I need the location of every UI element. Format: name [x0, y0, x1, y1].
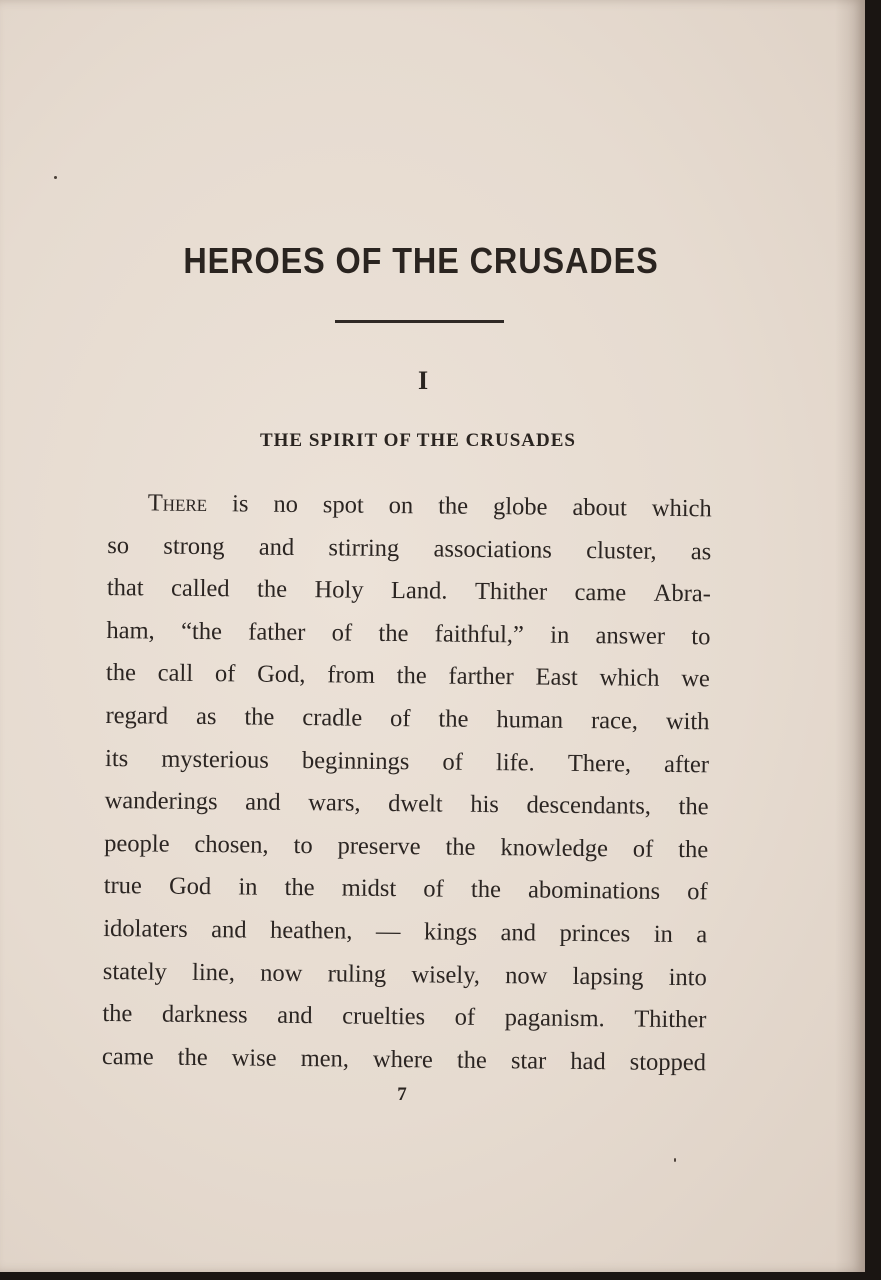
word: as [690, 537, 712, 565]
word: and [277, 1001, 313, 1030]
word: of [214, 660, 236, 688]
word: people [104, 829, 170, 858]
word: had [570, 1047, 606, 1075]
word: the [105, 659, 137, 687]
chapter-number: I [417, 366, 429, 395]
word: about [572, 493, 628, 522]
paper-speck [54, 176, 57, 179]
word: human [496, 706, 564, 734]
word: heathen, [269, 916, 353, 945]
word: wars, [308, 789, 361, 817]
word: associations [433, 535, 553, 564]
text-line [106, 652, 710, 701]
word: stirring [328, 533, 400, 562]
word: is [231, 490, 249, 518]
word: globe [492, 493, 548, 521]
word: wanderings [104, 787, 218, 816]
word: on [388, 491, 414, 520]
word: of [632, 835, 654, 863]
word: beginnings [301, 746, 410, 775]
word: dwelt [388, 790, 443, 818]
word: came [574, 579, 627, 607]
word: God [168, 873, 212, 901]
word: the [244, 703, 275, 731]
word: Thither [634, 1005, 707, 1034]
book-title: HEROES OF THE CRUSADES [183, 240, 659, 281]
word: the [177, 1043, 208, 1071]
word: where [372, 1045, 434, 1074]
text-line [104, 865, 708, 914]
word: line, [191, 958, 236, 986]
text-line [105, 695, 709, 744]
word: the [284, 874, 315, 902]
word: farther [448, 662, 514, 691]
word: now [505, 961, 548, 990]
word: ham, [106, 616, 155, 645]
word: cradle [302, 704, 363, 732]
word: faithful,” [434, 620, 525, 649]
word: life. [495, 748, 535, 777]
word: of [442, 748, 464, 776]
word: There, [567, 749, 632, 778]
word: which [651, 494, 712, 523]
word: the [470, 876, 502, 904]
word: “the [180, 617, 223, 645]
word: mysterious [161, 745, 269, 774]
word: princes [559, 919, 631, 948]
text-line [102, 1036, 706, 1085]
word: a [696, 921, 708, 949]
word: race, [590, 707, 639, 735]
word: Abra- [653, 579, 712, 608]
text-line [107, 525, 711, 574]
word: the [438, 492, 469, 520]
word: called [170, 574, 230, 603]
word: and [245, 788, 281, 816]
word: cruelties [342, 1002, 426, 1031]
chapter-title: THE SPIRIT OF THE CRUSADES [259, 430, 576, 451]
text-line [106, 610, 710, 659]
word: stopped [629, 1048, 707, 1077]
word: descendants, [526, 791, 652, 820]
word: the [438, 705, 469, 733]
word: preserve [337, 832, 421, 861]
text-line [104, 823, 708, 872]
word: we [681, 665, 710, 693]
word: into [668, 963, 707, 991]
word: the [678, 835, 709, 864]
first-word: There [147, 489, 208, 518]
page-edge-shadow [835, 0, 865, 1272]
text-line [104, 780, 708, 829]
paper-speck [674, 1158, 676, 1162]
word: and [500, 919, 537, 947]
text-line [108, 482, 712, 531]
word: in [238, 873, 258, 901]
text-line [105, 738, 709, 787]
text-line [103, 908, 707, 957]
word: which [599, 664, 660, 693]
word: paganism. [504, 1004, 605, 1033]
word: the [396, 662, 427, 690]
word: wisely, [411, 960, 481, 989]
word: in [550, 621, 570, 649]
word: men, [300, 1044, 350, 1073]
word: star [510, 1046, 547, 1075]
word: no [273, 490, 299, 518]
word: of [454, 1003, 476, 1031]
word: East [535, 663, 578, 692]
word: answer [595, 621, 666, 650]
word: of [331, 619, 353, 647]
word: Land. [390, 577, 448, 605]
word: to [293, 831, 313, 859]
word: now [260, 959, 303, 987]
word: as [195, 702, 217, 731]
word: the [678, 793, 709, 821]
word: darkness [161, 1000, 248, 1029]
word: chosen, [194, 830, 269, 859]
word: Thither [474, 578, 548, 606]
word: — [375, 917, 401, 946]
word: so [107, 531, 130, 559]
word: from [327, 661, 376, 690]
word: its [104, 744, 129, 772]
word: midst [341, 874, 397, 903]
word: the [378, 619, 409, 647]
word: wise [231, 1044, 277, 1072]
word: ruling [327, 959, 387, 988]
word: the [102, 1000, 133, 1028]
word: true [103, 872, 143, 900]
word: the [256, 575, 288, 604]
word: with [665, 707, 710, 736]
word: abominations [527, 876, 661, 906]
word: of [389, 704, 411, 733]
word: kings [423, 918, 478, 946]
word: came [101, 1042, 154, 1071]
word: of [423, 875, 444, 903]
title-rule [335, 320, 504, 323]
word: the [445, 833, 476, 861]
word: his [470, 790, 500, 819]
word: lapsing [572, 962, 644, 991]
word: stately [102, 957, 167, 986]
word: God, [257, 660, 306, 689]
word: and [258, 533, 295, 561]
word: cluster, [586, 536, 657, 565]
body-text [102, 482, 712, 1085]
text-line [103, 951, 707, 1000]
word: father [248, 618, 306, 646]
word: of [687, 878, 708, 906]
page-number: 7 [397, 1084, 407, 1105]
word: that [106, 574, 144, 602]
text-line [107, 567, 711, 616]
word: in [653, 920, 673, 948]
word: and [211, 916, 247, 944]
word: the [456, 1046, 487, 1074]
word: to [691, 622, 711, 651]
word: regard [105, 701, 169, 730]
word: strong [163, 532, 225, 560]
text-line [102, 993, 706, 1042]
word: spot [322, 491, 364, 519]
word: after [663, 750, 710, 778]
word: Holy [314, 576, 364, 604]
word: knowledge [500, 833, 609, 863]
word: idolaters [103, 914, 188, 943]
word: call [157, 659, 194, 688]
